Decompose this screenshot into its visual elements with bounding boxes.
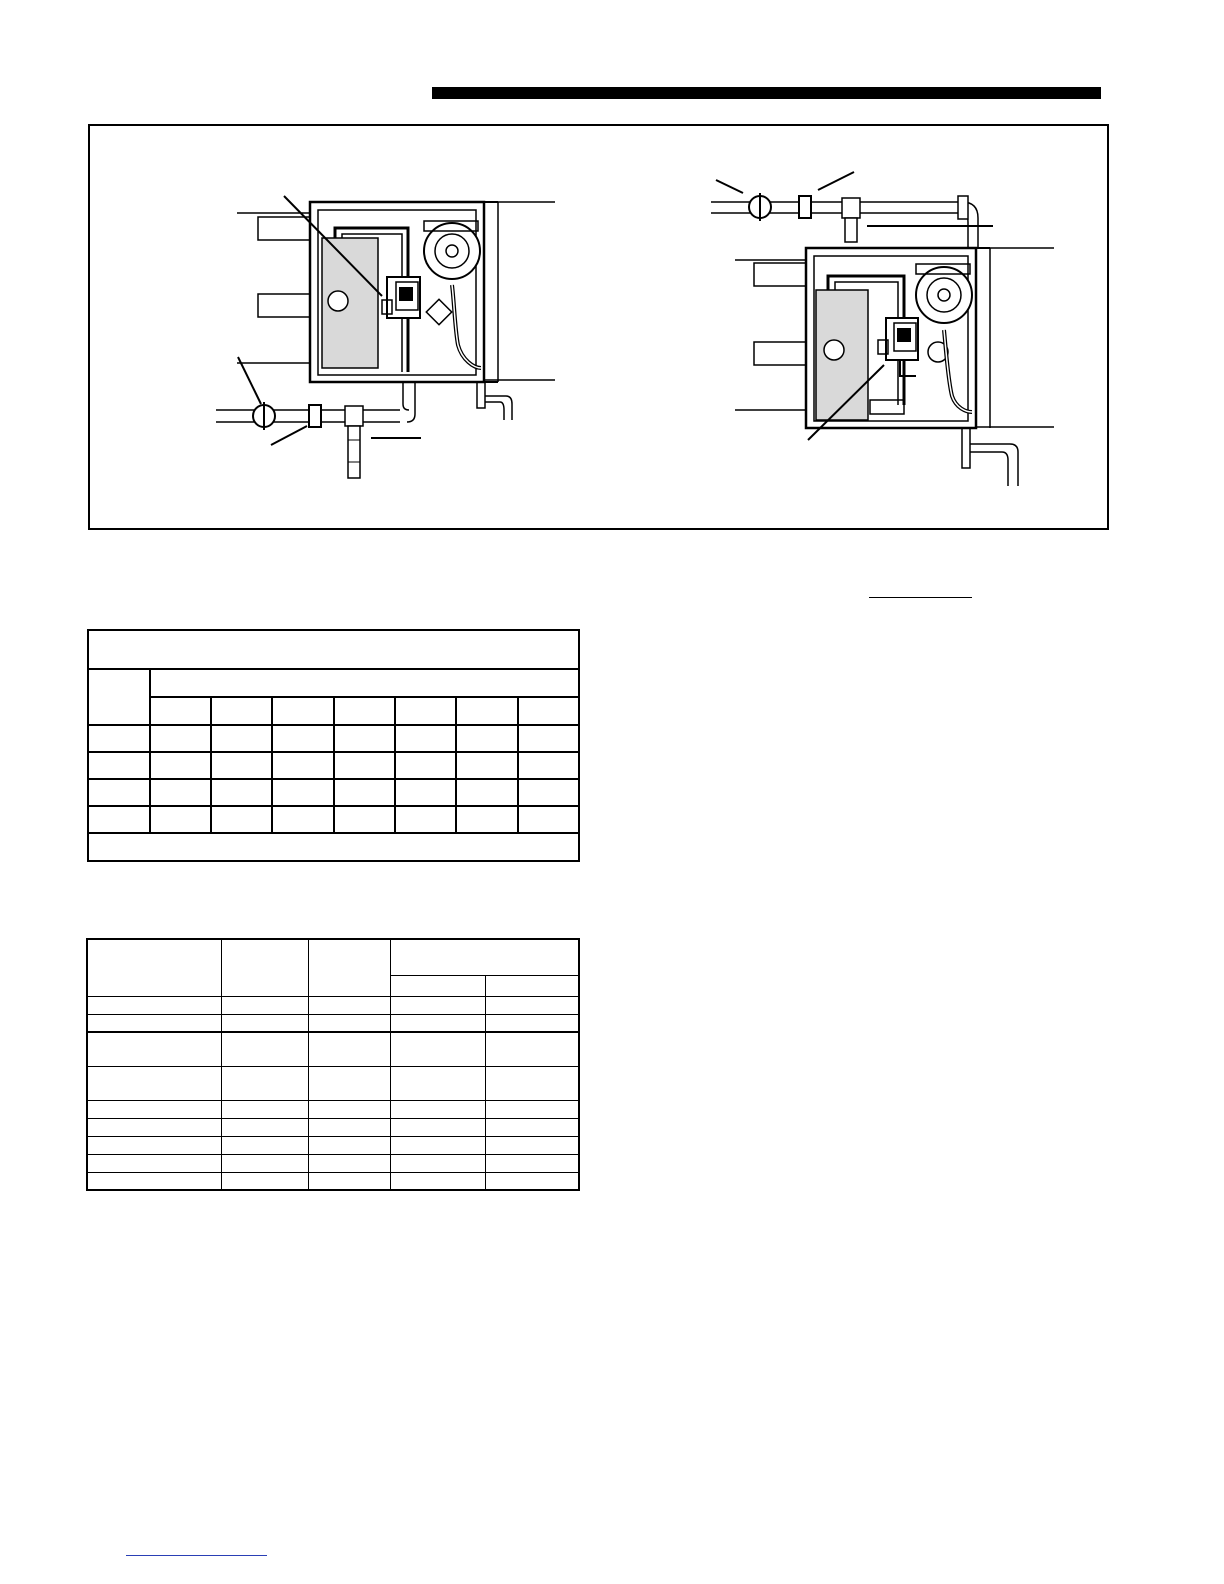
table-row [87, 996, 579, 1014]
table-cell [87, 1136, 221, 1154]
table-cell [395, 779, 456, 806]
inducer-blower-icon [424, 221, 480, 279]
leader-line [238, 357, 261, 404]
table-cell [88, 752, 150, 779]
table-2-header [308, 939, 390, 996]
table-cell [88, 779, 150, 806]
table-1-column-header [211, 697, 272, 725]
table-cell [308, 1172, 390, 1190]
table-cell [456, 806, 518, 833]
table-cell [272, 806, 334, 833]
table-row [87, 1100, 579, 1118]
table-cell [518, 806, 579, 833]
table-cell [221, 1172, 308, 1190]
table-cell [87, 996, 221, 1014]
table-2-header [390, 939, 579, 975]
leader-line [818, 172, 854, 190]
table-cell [456, 779, 518, 806]
table-row [88, 752, 579, 779]
table-cell [221, 1100, 308, 1118]
table-cell [390, 1014, 485, 1032]
table-cell [150, 752, 211, 779]
leader-line [716, 180, 743, 193]
gas-supply-piping [711, 193, 978, 248]
right-furnace-view [711, 172, 1054, 486]
sight-port-icon [328, 291, 348, 311]
sight-port-icon [824, 340, 844, 360]
tee-fitting-icon [345, 406, 363, 426]
table-cell [485, 1136, 579, 1154]
text-column-link[interactable] [869, 597, 972, 598]
table-cell [390, 1032, 485, 1066]
table-cell [518, 779, 579, 806]
table-cell [87, 1118, 221, 1136]
table-cell [390, 1066, 485, 1100]
union-fitting-icon [309, 405, 321, 427]
table-2-subheader [485, 975, 579, 996]
leader-line [271, 426, 307, 445]
table-cell [308, 1118, 390, 1136]
drip-leg-icon [348, 426, 360, 478]
table-cell [308, 1066, 390, 1100]
table-row [88, 725, 579, 752]
table-cell [87, 1154, 221, 1172]
table-row [87, 1066, 579, 1100]
table-cell [485, 1032, 579, 1066]
table-row [87, 1154, 579, 1172]
table-row [87, 1032, 579, 1066]
gas-valve-icon [382, 277, 420, 318]
table-1-column-header [150, 697, 211, 725]
table-cell [221, 1154, 308, 1172]
table-row [87, 1172, 579, 1190]
table-cell [334, 779, 395, 806]
table-cell [390, 1172, 485, 1190]
table-1-column-header [456, 697, 518, 725]
table-cell [211, 725, 272, 752]
table-cell [308, 1032, 390, 1066]
table-2 [86, 938, 580, 1191]
table-row [88, 779, 579, 806]
table-cell [456, 752, 518, 779]
table-cell [221, 1014, 308, 1032]
table-cell [211, 779, 272, 806]
table-cell [87, 1100, 221, 1118]
table-cell [334, 806, 395, 833]
table-cell [87, 1032, 221, 1066]
table-cell [485, 1154, 579, 1172]
table-cell [87, 1172, 221, 1190]
table-cell [395, 806, 456, 833]
table-cell [150, 806, 211, 833]
table-cell [221, 996, 308, 1014]
table-cell [87, 1014, 221, 1032]
table-row [87, 1014, 579, 1032]
table-cell [221, 1066, 308, 1100]
table-row [87, 1118, 579, 1136]
table-cell [308, 1014, 390, 1032]
table-cell [308, 1136, 390, 1154]
table-cell [390, 1118, 485, 1136]
table-cell [308, 1154, 390, 1172]
table-1-title [88, 630, 579, 669]
table-cell [87, 1066, 221, 1100]
table-cell [390, 1136, 485, 1154]
table-cell [334, 725, 395, 752]
table-cell [395, 725, 456, 752]
table-cell [211, 752, 272, 779]
table-1-footnote [88, 833, 579, 861]
table-cell [221, 1136, 308, 1154]
table-cell [390, 1100, 485, 1118]
table-1-column-header [518, 697, 579, 725]
table-cell [334, 752, 395, 779]
tee-fitting-icon [842, 198, 860, 218]
table-cell [211, 806, 272, 833]
table-cell [308, 996, 390, 1014]
table-cell [485, 996, 579, 1014]
table-cell [456, 725, 518, 752]
left-furnace-view [216, 196, 555, 478]
gas-supply-piping [216, 382, 415, 478]
table-cell [518, 725, 579, 752]
table-cell [518, 752, 579, 779]
table-cell [272, 752, 334, 779]
table-cell [272, 779, 334, 806]
table-2-header [221, 939, 308, 996]
table-cell [485, 1100, 579, 1118]
table-cell [221, 1032, 308, 1066]
table-2-subheader [390, 975, 485, 996]
table-cell [272, 725, 334, 752]
table-cell [150, 779, 211, 806]
table-1-column-header [395, 697, 456, 725]
table-1-column-header [272, 697, 334, 725]
table-cell [221, 1118, 308, 1136]
table-cell [485, 1118, 579, 1136]
table-cell [88, 725, 150, 752]
footer-link[interactable] [126, 1555, 267, 1556]
table-cell [485, 1014, 579, 1032]
table-cell [390, 996, 485, 1014]
table-cell [485, 1172, 579, 1190]
table-1-group-header [150, 669, 579, 697]
table-cell [395, 752, 456, 779]
drip-leg-icon [845, 218, 857, 242]
table-cell [485, 1066, 579, 1100]
table-cell [88, 806, 150, 833]
table-row [87, 1136, 579, 1154]
table-row [88, 806, 579, 833]
union-fitting-icon [799, 196, 811, 218]
table-1-corner-header [88, 669, 150, 725]
table-cell [150, 725, 211, 752]
table-cell [308, 1100, 390, 1118]
table-1 [87, 629, 580, 862]
table-cell [390, 1154, 485, 1172]
table-1-column-header [334, 697, 395, 725]
table-2-header [87, 939, 221, 996]
